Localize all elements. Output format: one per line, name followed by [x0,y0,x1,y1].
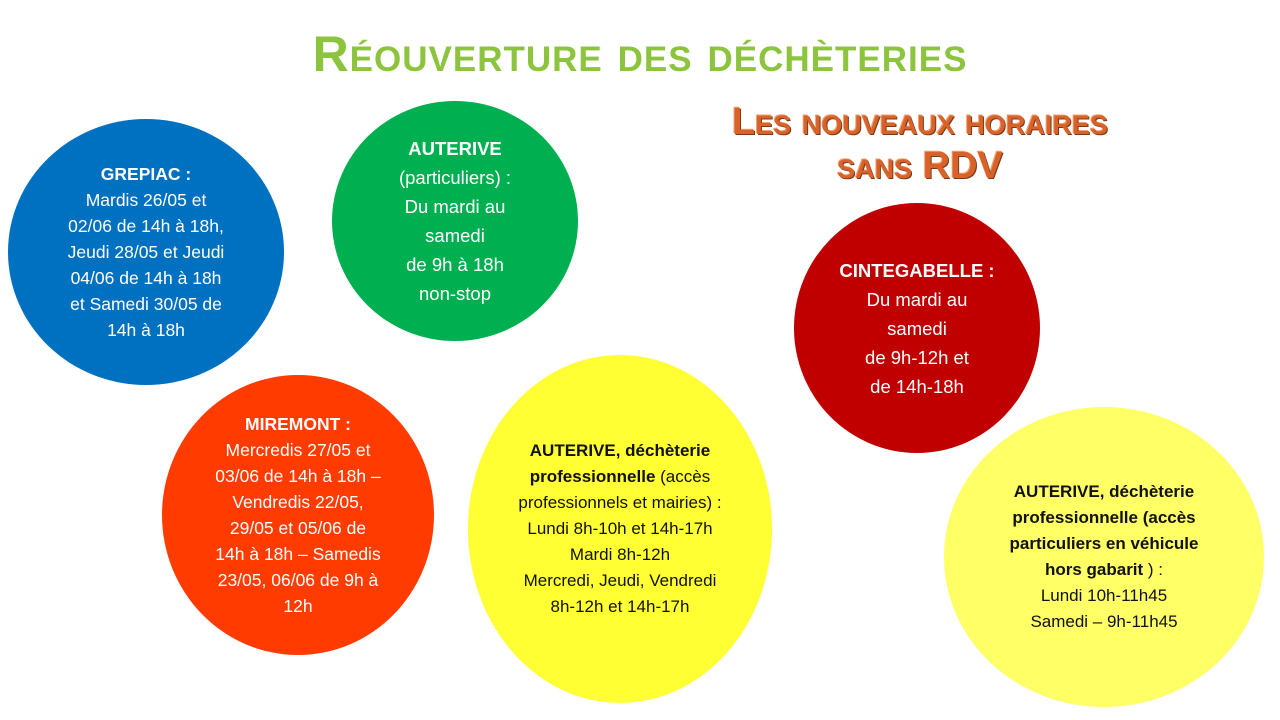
bubble-heading-bold: hors gabarit [1044,560,1144,579]
bubble-heading: AUTERIVE, déchèterie [1013,482,1195,501]
schedule-line: non-stop [419,283,491,304]
bubble-heading-line-3: particuliers en véhicule [1009,534,1199,553]
subtitle-line-2: sans RDV [837,145,1003,187]
bubble-heading: AUTERIVE, déchèterie [529,441,711,460]
bubble-heading-line-4 [1010,557,1199,583]
schedule-line: Mardi 8h-12h [569,545,671,564]
bubble-heading-line-2: professionnelle (accès [1012,508,1196,527]
schedule-line: 03/06 de 14h à 18h – [215,466,381,486]
schedule-line: et Samedi 30/05 de [70,294,222,314]
bubble-grepiac [8,119,284,385]
schedule-line: Lundi 10h-11h45 [1040,586,1168,605]
schedule-line: samedi [425,225,485,246]
schedule-line: de 14h-18h [870,375,964,397]
schedule-line: 04/06 de 14h à 18h [70,268,222,288]
bubble-heading-line-2 [518,464,721,490]
schedule-line: Samedi – 9h-11h45 [1030,612,1178,631]
page-title: Réouverture des déchèteries [312,26,968,82]
schedule-line: 02/06 de 14h à 18h, [68,216,224,236]
schedule-line: Lundi 8h-10h et 14h-17h [527,519,713,538]
page-subtitle [690,100,1150,188]
schedule-line: Jeudi 28/05 et Jeudi [67,242,225,262]
bubble-cintegabelle [794,203,1040,453]
bubble-heading-rest: (accès [655,467,711,486]
schedule-line: Du mardi au [866,288,968,310]
schedule-line: 8h-12h et 14h-17h [550,597,690,616]
bubble-miremont [162,375,434,655]
schedule-line: (particuliers) : [398,167,512,188]
subtitle-line-1: Les nouveaux horaires [732,101,1108,143]
bubble-heading: CINTEGABELLE : [839,259,995,281]
schedule-line: Mercredis 27/05 et [225,440,371,460]
schedule-line: Mercredi, Jeudi, Vendredi [523,571,717,590]
bubble-auterive-particuliers [332,101,578,341]
schedule-line: 29/05 et 05/06 de [229,518,367,538]
schedule-line: samedi [887,317,947,339]
bubble-heading-bold: professionnelle [529,467,656,486]
bubble-heading: MIREMONT : [245,414,351,434]
bubble-heading-rest: ) : [1143,560,1164,579]
schedule-line: professionnels et mairies) : [518,493,722,512]
schedule-line: 14h à 18h [107,320,185,340]
schedule-line: de 9h à 18h [406,254,504,275]
schedule-line: 12h [283,596,313,616]
schedule-line: Mardis 26/05 et [85,190,207,210]
bubble-auterive-professionnelle [468,355,772,703]
schedule-line: 14h à 18h – Samedis [215,544,381,564]
bubble-heading: AUTERIVE [408,138,502,159]
schedule-line: de 9h-12h et [865,346,969,368]
schedule-line: Vendredis 22/05, [232,492,364,512]
bubble-heading: GREPIAC : [100,164,192,184]
bubble-auterive-hors-gabarit [944,407,1264,707]
schedule-line: 23/05, 06/06 de 9h à [217,570,379,590]
schedule-line: Du mardi au [404,196,506,217]
